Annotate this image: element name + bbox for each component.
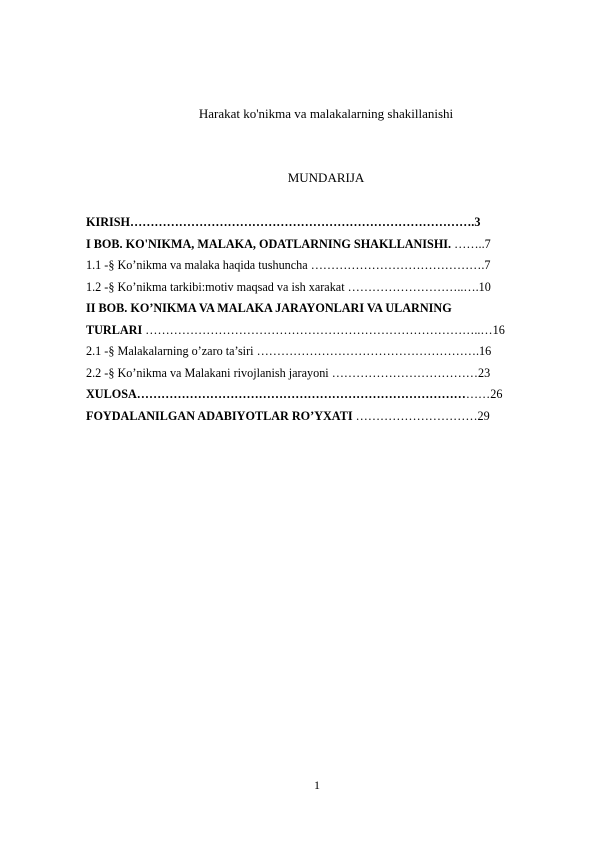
toc-entry-chapter-1-label: I BOB. KO'NIKMA, MALAKA, ODATLARNING SHAKLLANISHI. (86, 236, 452, 251)
document-title: Harakat ko'nikma va malakalarning shakillanishi (198, 106, 454, 121)
toc-entry-2-2: 2.2 -§ Ko’nikma va Malakani rivojlanish jarayoni ………………………………23 (86, 365, 491, 380)
toc-entry-chapter-2: II BOB. KO’NIKMA VA MALAKA JARAYONLARI VA ULARNING (86, 301, 452, 315)
toc-entry-bibliography-leader: …………………………29 (352, 408, 490, 423)
toc-entry-chapter-2-cont-leader: ………………………………………………………………………..…16 (142, 322, 505, 337)
toc-entry-kirish: KIRISH………………………………………………………………………….3 (86, 215, 481, 229)
toc-heading: MUNDARIJA (287, 170, 365, 185)
toc-entry-chapter-1-leader: ……..7 (451, 236, 491, 251)
toc-entry-bibliography-label: FOYDALANILGAN ADABIYOTLAR RO’YXATI (86, 408, 353, 423)
toc-entry-xulosa-leader: ……26 (465, 387, 503, 401)
toc-entry-1-1: 1.1 -§ Ko’nikma va malaka haqida tushuncha …………………………………….7 (86, 258, 491, 272)
toc-entry-chapter-1 (86, 234, 556, 256)
toc-entry-chapter-2-cont-label: TURLARI (86, 322, 143, 337)
page-number: 1 (314, 778, 320, 792)
toc-entry-xulosa-label: XULOSA……………………………………………………………………… (86, 387, 466, 401)
toc-entry-chapter-2-cont (86, 320, 556, 342)
toc-entry-2-1: 2.1 -§ Malakalarning o’zaro ta’siri ……………………………………………….16 (86, 344, 492, 358)
toc-entry-xulosa (86, 384, 556, 406)
toc-entry-bibliography (86, 406, 556, 428)
table-of-contents (86, 212, 556, 427)
toc-entry-1-2: 1.2 -§ Ko’nikma tarkibi:motiv maqsad va ish xarakat ………………………..….10 (86, 279, 491, 294)
